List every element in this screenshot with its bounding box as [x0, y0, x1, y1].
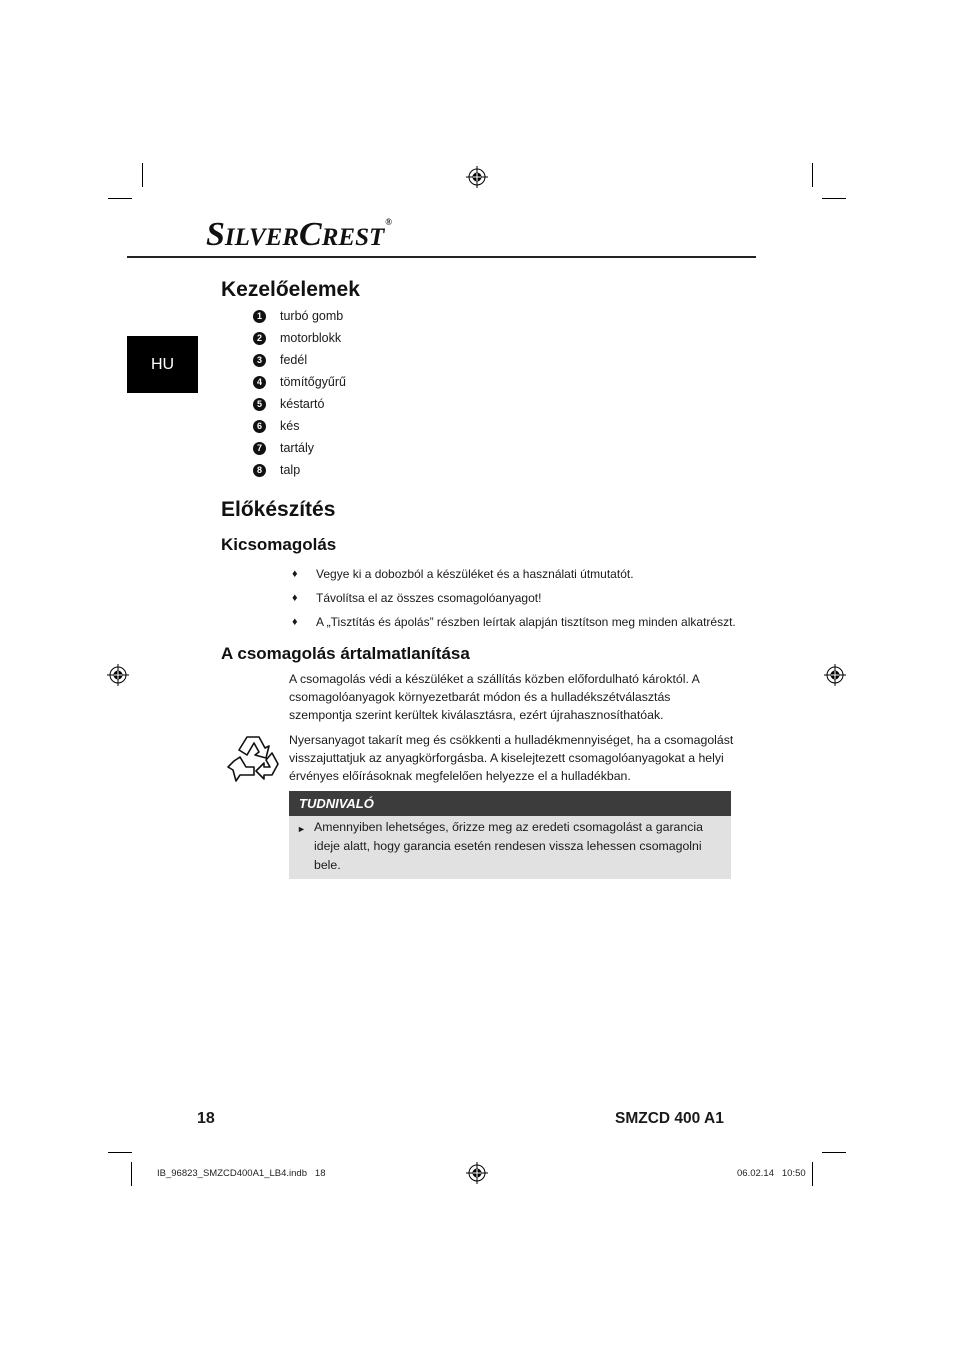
bullet-text: Távolítsa el az összes csomagolóanyagot!	[316, 591, 542, 605]
preparation-heading: Előkészítés	[221, 498, 336, 521]
number-badge: 3	[253, 354, 266, 367]
number-badge: 4	[253, 376, 266, 389]
diamond-icon: ♦	[292, 592, 298, 604]
language-tab: HU	[127, 336, 198, 393]
unpacking-list	[292, 562, 742, 634]
list-item	[292, 586, 742, 610]
number-badge: 5	[253, 398, 266, 411]
number-badge: 8	[253, 464, 266, 477]
number-badge: 6	[253, 420, 266, 433]
crop-mark	[142, 163, 143, 187]
list-item	[292, 562, 742, 586]
brand-logo: SILVERCREST®	[206, 216, 392, 253]
list-item	[253, 349, 346, 371]
page-number: 18	[197, 1110, 215, 1127]
header-rule	[127, 256, 756, 258]
crop-mark	[108, 1152, 132, 1153]
crop-mark	[108, 198, 132, 199]
number-badge: 1	[253, 310, 266, 323]
list-item	[253, 415, 346, 437]
notice-heading: TUDNIVALÓ	[289, 791, 731, 816]
part-label: késtartó	[280, 397, 325, 411]
model-name: SMZCD 400 A1	[615, 1110, 724, 1127]
unpacking-heading: Kicsomagolás	[221, 535, 337, 554]
list-item	[253, 305, 346, 327]
bullet-text: A „Tisztítás és ápolás” részben leírtak alapján tisztítson meg minden alkatrészt.	[316, 615, 736, 629]
parts-list	[253, 305, 346, 481]
bullet-text: Vegye ki a dobozból a készüléket és a használati útmutatót.	[316, 567, 634, 581]
disposal-paragraph: A csomagolás védi a készüléket a szállítás közben előfordulható károktól. A csomagolóanyagok környezetbarát módon és a hulladékszétválasztás szempontja szerint kerültek kiválasztásra, ezért újrahasznosíthatóak.	[289, 672, 700, 722]
list-item	[253, 371, 346, 393]
notice-box	[289, 791, 731, 879]
recycling-paragraph: Nyersanyagot takarít meg és csökkenti a hulladékmennyiséget, ha a csomagolást visszajuttatjuk az anyagkörforgásba. A kiselejtezett csomagolóanyagokat a helyi érvényes előírásoknak megfelelően helyezze el a hulladékban.	[289, 733, 734, 783]
list-item	[253, 437, 346, 459]
crop-mark	[822, 1152, 846, 1153]
crop-mark	[131, 1162, 132, 1186]
crop-mark	[812, 163, 813, 187]
crop-mark	[812, 1162, 813, 1186]
part-label: fedél	[280, 353, 308, 367]
part-label: tartály	[280, 441, 315, 455]
registration-mark-icon	[824, 664, 846, 686]
date-slug: 06.02.14 10:50	[737, 1168, 806, 1179]
diamond-icon: ♦	[292, 568, 298, 580]
number-badge: 2	[253, 332, 266, 345]
list-item	[253, 459, 346, 481]
part-label: talp	[280, 463, 301, 477]
part-label: turbó gomb	[280, 309, 344, 323]
notice-text: Amennyiben lehetséges, őrizze meg az eredeti csomagolást a garancia ideje alatt, hogy garancia esetén rendesen vissza lehessen csomagolni bele.	[314, 820, 703, 872]
diamond-icon: ♦	[292, 616, 298, 628]
registration-mark-icon	[107, 664, 129, 686]
part-label: tömítőgyűrű	[280, 375, 347, 389]
notice-body	[289, 816, 731, 879]
part-label: motorblokk	[280, 331, 342, 345]
list-item	[292, 610, 742, 634]
controls-heading: Kezelőelemek	[221, 278, 360, 301]
file-slug: IB_96823_SMZCD400A1_LB4.indb 18	[157, 1168, 326, 1179]
list-item	[253, 327, 346, 349]
list-item	[253, 393, 346, 415]
disposal-heading: A csomagolás ártalmatlanítása	[221, 644, 470, 663]
recycle-icon	[226, 731, 284, 787]
arrow-right-icon: ►	[297, 824, 306, 834]
registration-mark-icon	[466, 166, 488, 188]
registration-mark-icon	[466, 1162, 488, 1184]
part-label: kés	[280, 419, 300, 433]
crop-mark	[822, 198, 846, 199]
number-badge: 7	[253, 442, 266, 455]
